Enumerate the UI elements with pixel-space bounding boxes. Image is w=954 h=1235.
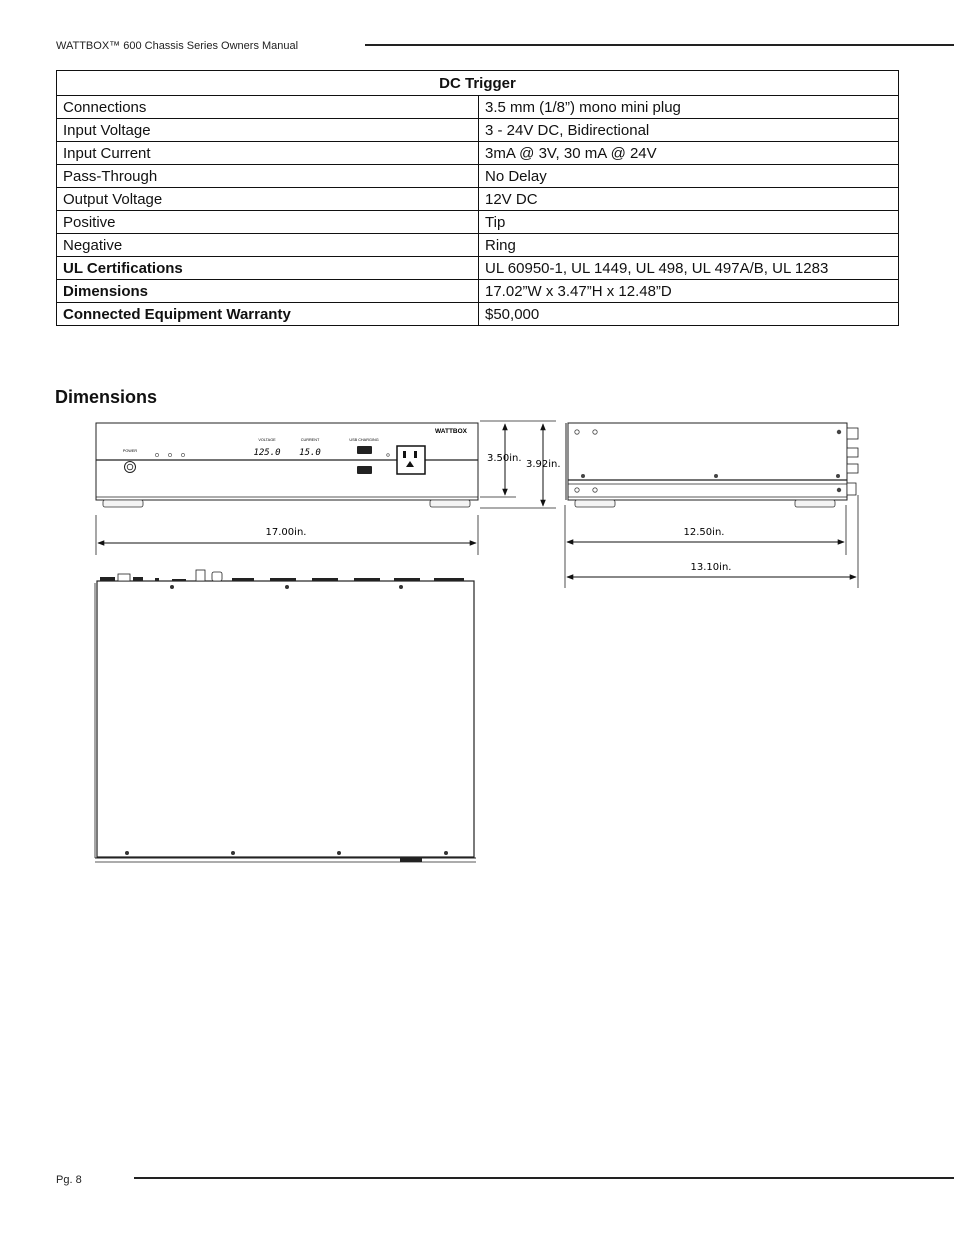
spec-value: 3mA @ 3V, 30 mA @ 24V: [479, 142, 899, 165]
usb-port-icon: [357, 466, 372, 474]
spec-label: Pass-Through: [57, 165, 479, 188]
usb-port-icon: [357, 446, 372, 454]
spec-value: Tip: [479, 211, 899, 234]
dim-height-tall: 3.92in.: [526, 459, 561, 470]
dimensions-heading: Dimensions: [55, 387, 158, 407]
brand-logo: WATTBOX: [434, 428, 468, 435]
power-label: POWER: [122, 449, 138, 453]
spec-value: $50,000: [479, 303, 899, 326]
spec-label: Input Current: [57, 142, 479, 165]
spec-value: No Delay: [479, 165, 899, 188]
dim-depth-body: 12.50in.: [683, 527, 725, 538]
power-button-icon: [125, 462, 136, 473]
table-title: DC Trigger: [57, 71, 899, 96]
spec-label: Input Voltage: [57, 119, 479, 142]
side-view: [566, 423, 858, 507]
spec-label: UL Certifications: [57, 257, 479, 280]
spec-value: UL 60950-1, UL 1449, UL 498, UL 497A/B, UL 1283: [479, 257, 899, 280]
dim-width: 17.00in.: [265, 527, 307, 538]
spec-label: Negative: [57, 234, 479, 257]
page-number: Pg. 8: [56, 1174, 82, 1186]
front-view: [96, 423, 478, 507]
spec-value: 17.02”W x 3.47”H x 12.48”D: [479, 280, 899, 303]
spec-value: Ring: [479, 234, 899, 257]
spec-label: Connections: [57, 96, 479, 119]
current-readout: 15.0: [299, 448, 321, 458]
voltage-readout: 125.0: [253, 448, 281, 458]
current-label: CURRENT: [300, 438, 320, 442]
spec-value: 3.5 mm (1/8”) mono mini plug: [479, 96, 899, 119]
usb-charging-label: USB CHARGING: [349, 438, 379, 442]
dim-height-short: 3.50in.: [487, 453, 522, 464]
spec-label: Positive: [57, 211, 479, 234]
spec-label: Dimensions: [57, 280, 479, 303]
spec-label: Connected Equipment Warranty: [57, 303, 479, 326]
voltage-label: VOLTAGE: [258, 438, 276, 442]
spec-value: 3 - 24V DC, Bidirectional: [479, 119, 899, 142]
dim-depth-total: 13.10in.: [690, 562, 732, 573]
spec-label: Output Voltage: [57, 188, 479, 211]
running-header: WATTBOX™ 600 Chassis Series Owners Manual: [56, 40, 299, 52]
spec-value: 12V DC: [479, 188, 899, 211]
top-view: [95, 570, 476, 862]
outlet-icon: [397, 446, 425, 474]
footer-rule: [134, 1177, 954, 1179]
